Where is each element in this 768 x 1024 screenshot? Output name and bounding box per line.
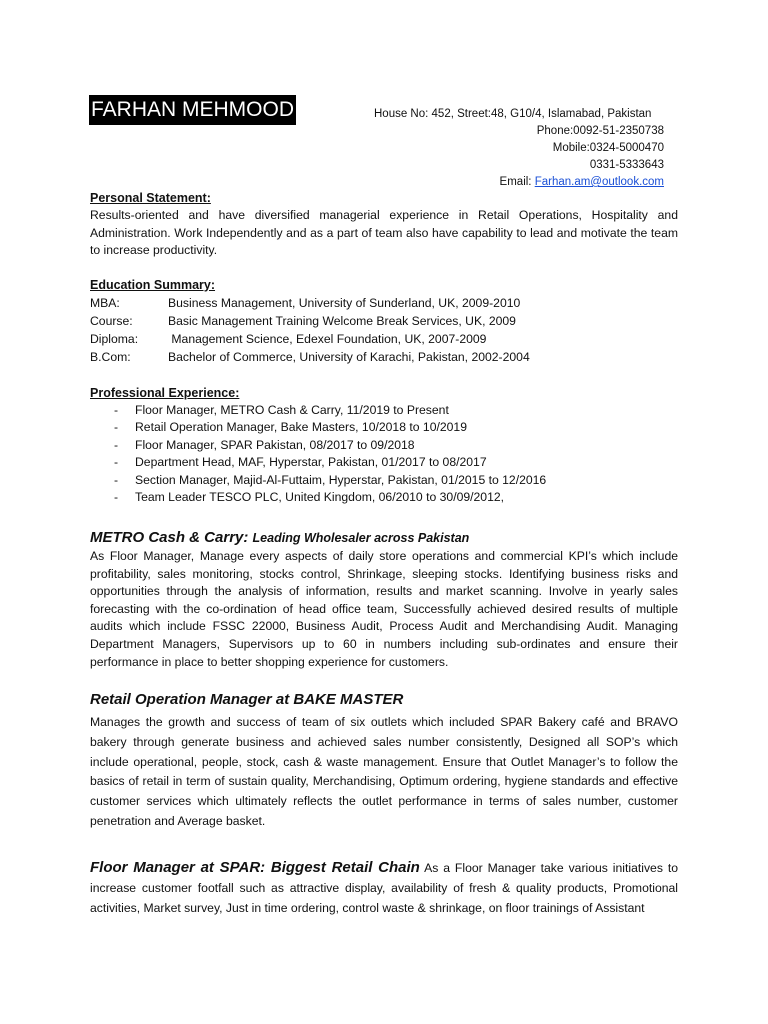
experience-section bbox=[90, 385, 678, 506]
metro-text: As Floor Manager, Manage every aspects of daily store operations and commercial KPI’s which include profitability, sales monitoring, stocks control, Shrinkage, sleeping stocks. Identifying business risks and opportunities through the analysis of information, results and market scanning. Involve in yearly sales forecasting with the co-ordination of head office team, Successfully achieved desired results of multiple audits which include FSSC 22000, Business Audit, Process Audit and Merchandising Audit. Managing Department Managers, Supervisors up to 60 in numbers including sub-ordinates and ensure their performance in place to better shopping experience for customers. bbox=[90, 549, 678, 669]
experience-item bbox=[90, 437, 678, 454]
experience-text: Department Head, MAF, Hyperstar, Pakistan, 01/2017 to 08/2017 bbox=[135, 455, 487, 470]
bullet: - bbox=[114, 420, 119, 435]
metro-subtitle: Leading Wholesaler across Pakistan bbox=[252, 531, 470, 545]
experience-title: Professional Experience: bbox=[90, 386, 240, 400]
experience-text: Team Leader TESCO PLC, United Kingdom, 06/2010 to 30/09/2012, bbox=[135, 490, 505, 505]
education-detail: Bachelor of Commerce, University of Karachi, Pakistan, 2002-2004 bbox=[168, 350, 530, 364]
education-degree: Diploma: bbox=[90, 332, 139, 346]
education-detail: Business Management, University of Sunderland, UK, 2009-2010 bbox=[168, 296, 521, 310]
address: House No: 452, Street:48, G10/4, Islamabad, Pakistan bbox=[374, 108, 652, 120]
education-title: Education Summary: bbox=[90, 278, 216, 292]
bullet: - bbox=[114, 455, 119, 470]
metro-title: METRO Cash & Carry: bbox=[90, 529, 253, 546]
experience-item bbox=[90, 454, 678, 471]
spar-paragraph bbox=[90, 858, 678, 918]
bake-master-text: Manages the growth and success of team of six outlets which included SPAR Bakery café and BRAVO bakery through generate business and achieved sales number consistently, Designed all SOP’s which include operational, people, stock, cash & waste management. Ensure that Outlet Manager’s to follow the basics of retail in term of sustain quality, Merchandising, Optimum ordering, hygiene standards and effective customer services which ultimately reflects the outlet performance in terms of sales number, customer penetration and Average basket. bbox=[90, 715, 678, 828]
spar-text: As a Floor Manager take various initiatives to increase customer footfall such as attractive display, availability of fresh & quality products, Promotional activities, Market survey, Just in time ordering, control waste & shrinkage, on floor trainings of Assistant bbox=[90, 861, 679, 915]
education-row bbox=[90, 294, 678, 312]
phone: Phone:0092-51-2350738 bbox=[536, 125, 664, 137]
candidate-name: FARHAN MEHMOOD bbox=[89, 95, 296, 125]
experience-item bbox=[90, 472, 678, 489]
education-row bbox=[90, 348, 678, 366]
bullet: - bbox=[114, 437, 119, 452]
spar-section bbox=[90, 858, 678, 918]
experience-item bbox=[90, 489, 678, 506]
experience-item bbox=[90, 419, 678, 436]
experience-text: Section Manager, Majid-Al-Futtaim, Hyperstar, Pakistan, 01/2015 to 12/2016 bbox=[135, 472, 547, 487]
metro-section bbox=[90, 528, 678, 671]
education-row bbox=[90, 312, 678, 330]
bake-master-section bbox=[90, 690, 678, 832]
education-degree: MBA: bbox=[90, 296, 120, 310]
education-section bbox=[90, 277, 678, 366]
experience-item bbox=[90, 402, 678, 419]
experience-text: Retail Operation Manager, Bake Masters, 10/2018 to 10/2019 bbox=[135, 420, 467, 435]
education-degree: B.Com: bbox=[90, 350, 131, 364]
education-row bbox=[90, 330, 678, 348]
metro-heading bbox=[90, 528, 678, 548]
experience-text: Floor Manager, SPAR Pakistan, 08/2017 to 09/2018 bbox=[135, 437, 415, 452]
experience-list bbox=[90, 402, 678, 506]
email-link[interactable]: Farhan.am@outlook.com bbox=[534, 176, 664, 188]
bullet: - bbox=[114, 490, 119, 505]
contact-block bbox=[344, 106, 664, 191]
email-line bbox=[344, 174, 664, 191]
personal-statement-title: Personal Statement: bbox=[90, 191, 211, 205]
mobile: Mobile:0324-5000470 bbox=[552, 142, 664, 154]
bullet: - bbox=[114, 472, 119, 487]
spar-subtitle: Biggest Retail Chain bbox=[270, 859, 420, 876]
experience-text: Floor Manager, METRO Cash & Carry, 11/2019 to Present bbox=[135, 403, 449, 417]
bake-master-title: Retail Operation Manager at BAKE MASTER bbox=[90, 691, 404, 708]
spar-title: Floor Manager at SPAR: bbox=[90, 859, 271, 876]
personal-statement-section bbox=[90, 190, 678, 260]
education-detail: Basic Management Training Welcome Break Services, UK, 2009 bbox=[168, 314, 516, 328]
education-detail: Management Science, Edexel Foundation, UK, 2007-2009 bbox=[168, 332, 487, 346]
email-label: Email: bbox=[499, 176, 535, 188]
personal-statement-text: Results-oriented and have diversified managerial experience in Retail Operations, Hospitality and Administration. Work Independently and as a part of team also have capability to lead and motivate the team to increase productivity. bbox=[90, 208, 678, 258]
bullet: - bbox=[114, 403, 119, 417]
mobile-secondary: 0331-5333643 bbox=[589, 159, 664, 171]
education-degree: Course: bbox=[90, 314, 133, 328]
